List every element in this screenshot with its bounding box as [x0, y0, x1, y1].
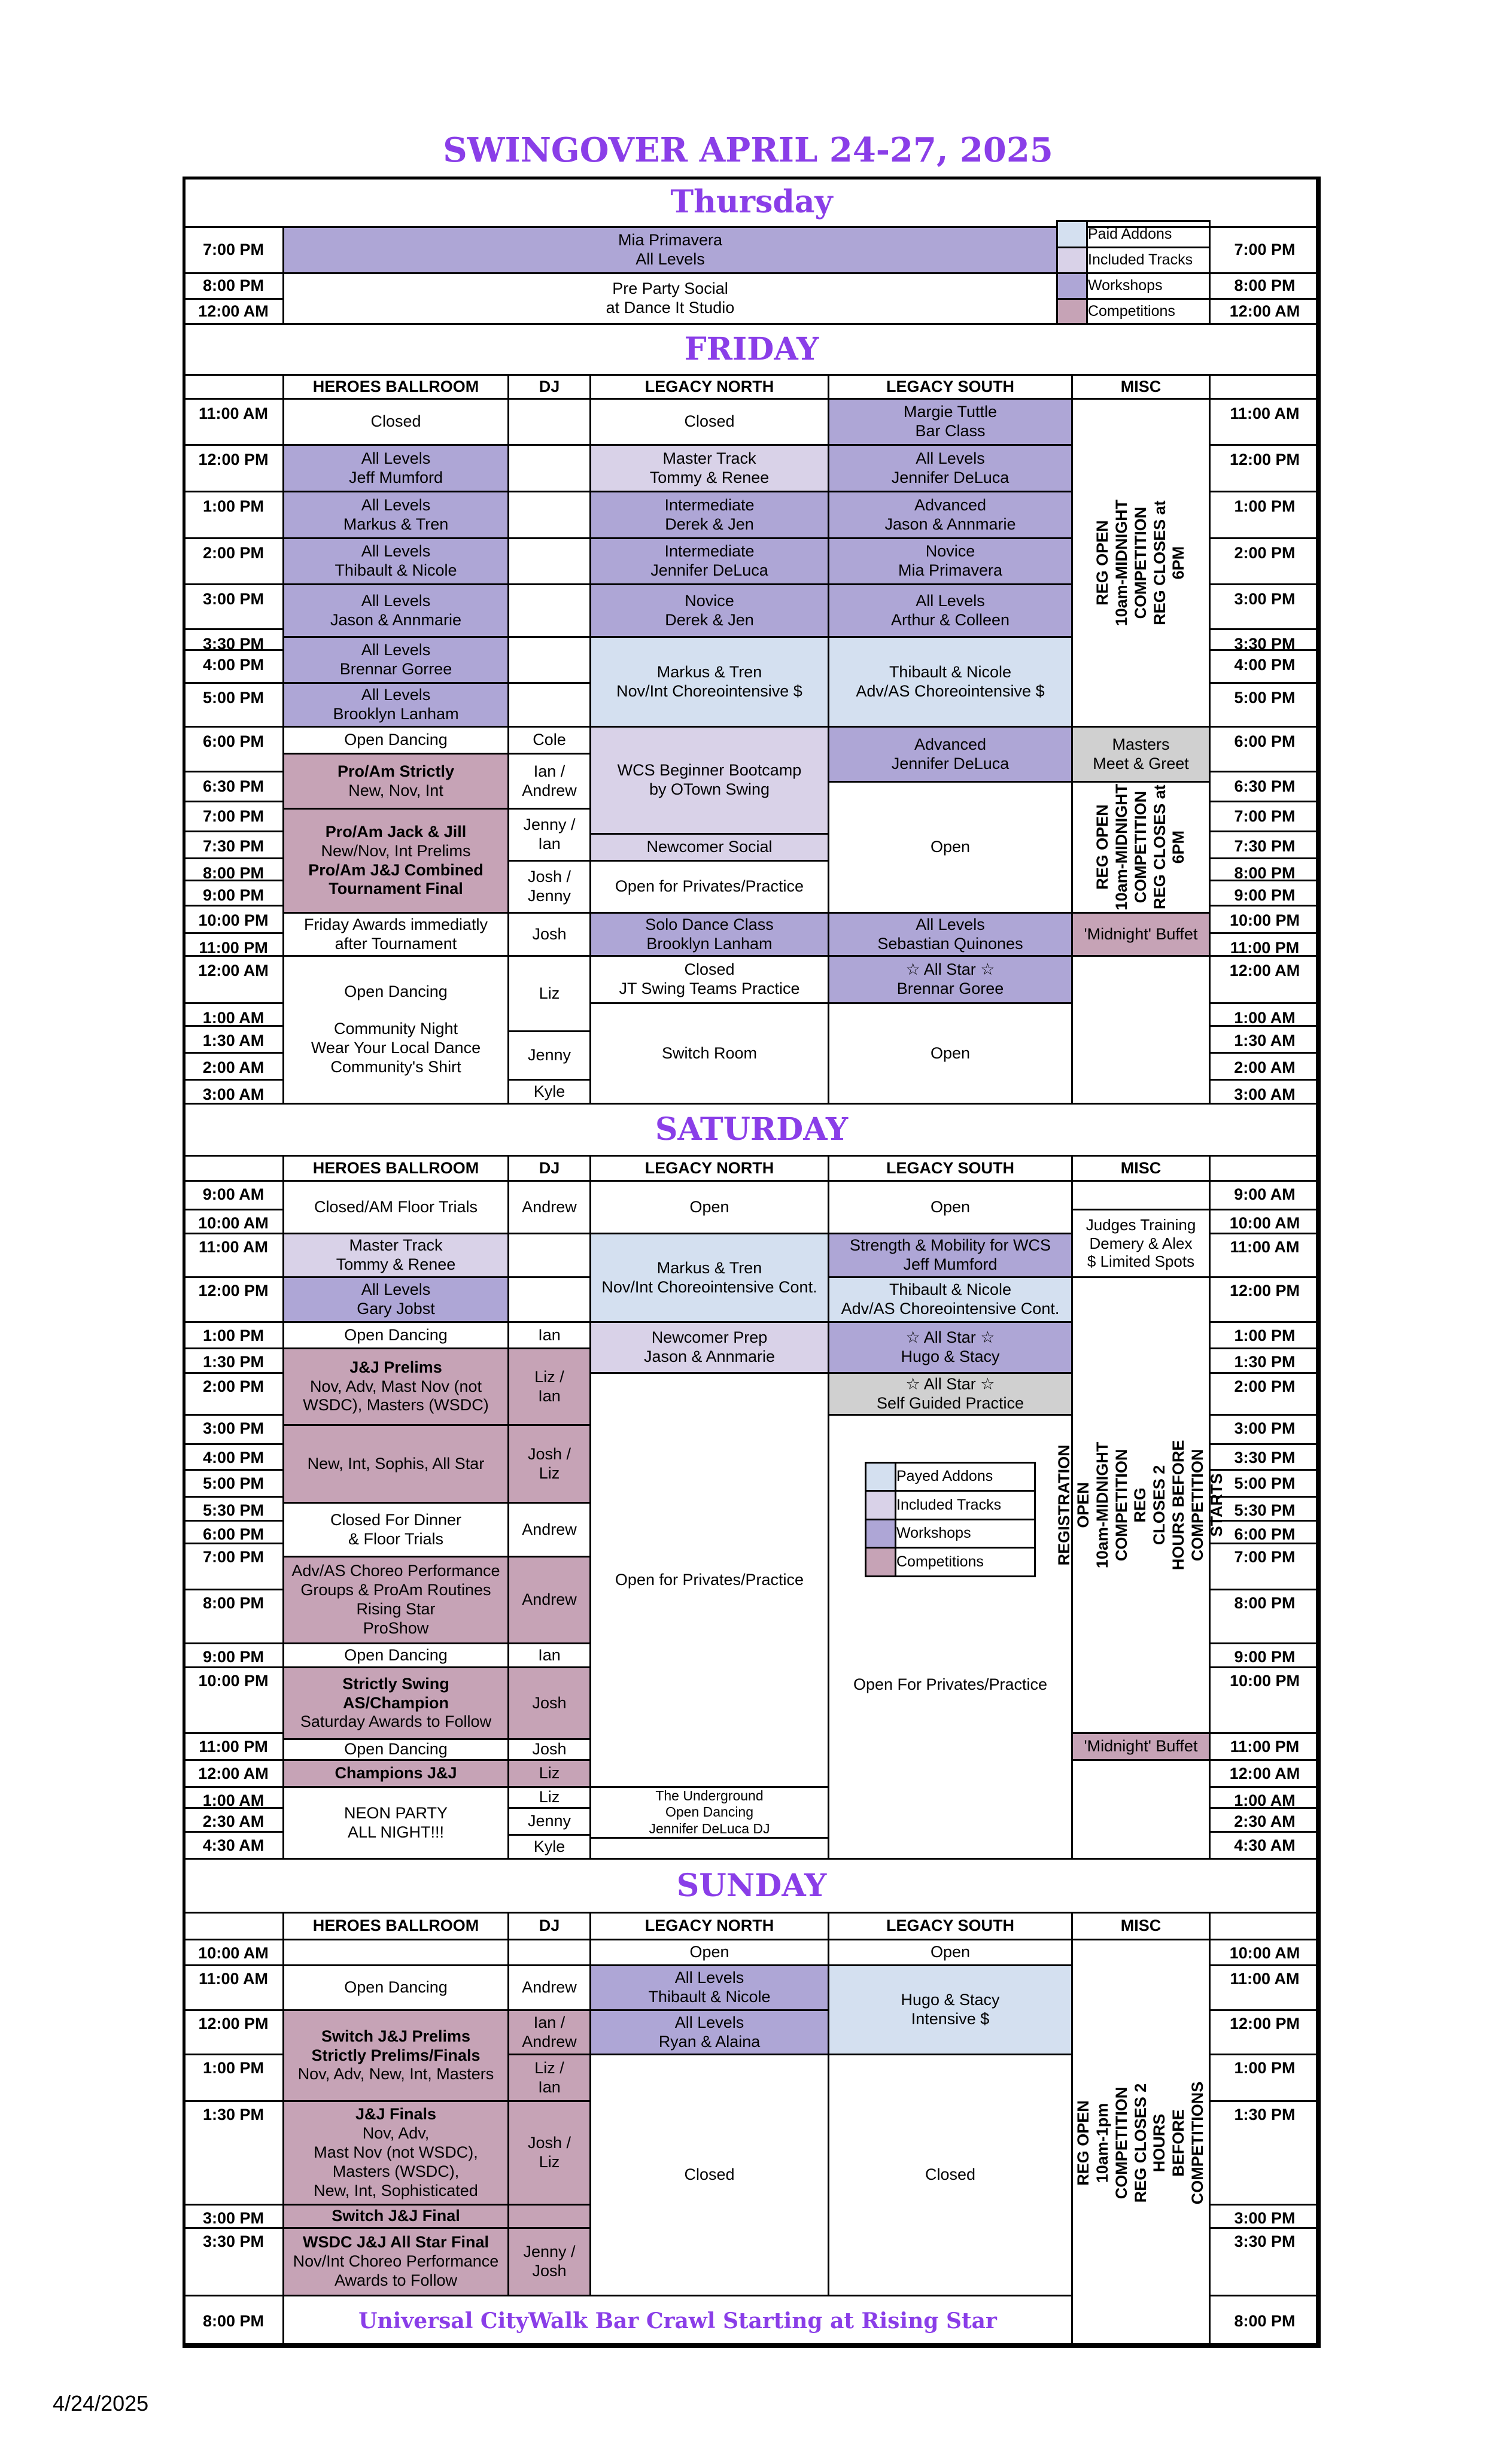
event: All Levels Thibault & Nicole: [589, 1964, 829, 2011]
legend-label: Paid Addons: [1086, 220, 1211, 248]
vertical-note: REG OPEN 10am-MIDNIGHT COMPETITION REG CLOSES at 6PM: [1093, 499, 1188, 626]
legend-swatch: [865, 1547, 896, 1577]
time-label: 1:30 AM: [1209, 1025, 1321, 1054]
event: Margie Tuttle Bar Class: [828, 398, 1073, 446]
time-label: 7:00 PM: [1209, 801, 1321, 832]
time-label: 6:00 PM: [183, 726, 284, 772]
time-label: 1:00 AM: [183, 1786, 284, 1809]
time-label: 11:00 PM: [1209, 932, 1321, 957]
time-label: 5:00 PM: [1209, 682, 1321, 728]
time-label: 7:30 PM: [183, 831, 284, 859]
legend-swatch: [1056, 272, 1088, 300]
event-masters-meet: Masters Meet & Greet: [1071, 726, 1211, 783]
dj-name: Liz: [507, 955, 591, 1032]
time-label: 3:00 PM: [1209, 583, 1321, 630]
dj-name: Jenny: [507, 1030, 591, 1081]
header-blank: [183, 374, 284, 400]
vertical-note: REGISTRATION OPEN 10am-MIDNIGHT COMPETITION REG CLOSES 2 HOURS BEFORE COMPETITION STARTS: [1055, 1440, 1226, 1571]
time-label: 3:30 PM: [1209, 1443, 1321, 1471]
time-label: 8:00 PM: [183, 857, 284, 881]
event: Novice Derek & Jen: [589, 583, 829, 638]
time-label: 6:30 PM: [1209, 771, 1321, 802]
north-empty: [589, 1837, 829, 1860]
time-label: 8:00 PM: [1209, 272, 1321, 300]
time-label: 2:00 PM: [183, 1372, 284, 1416]
legend-swatch: [865, 1490, 896, 1520]
dj-empty: [507, 491, 591, 539]
event: Intermediate Derek & Jen: [589, 491, 829, 539]
event: Open: [828, 1939, 1073, 1966]
event-pre-party: Pre Party Social at Dance It Studio: [282, 272, 1058, 325]
event: Closed JT Swing Teams Practice: [589, 955, 829, 1004]
event-title: WSDC J&J All Star Final: [302, 2233, 489, 2252]
time-label: 2:30 AM: [1209, 1807, 1321, 1833]
time-label: 3:00 PM: [183, 583, 284, 630]
event: Open Dancing: [282, 1321, 509, 1349]
time-label: 5:00 PM: [183, 1469, 284, 1498]
event: Solo Dance Class Brooklyn Lanham: [589, 912, 829, 957]
time-label: 11:00 AM: [183, 1964, 284, 2011]
event-jj-prelims: [282, 1347, 509, 1426]
header-heroes-ballroom: HEROES BALLROOM: [282, 1155, 509, 1182]
reg-note: [1071, 1939, 1211, 2348]
event: All Levels Jeff Mumford: [282, 444, 509, 492]
time-label: 5:00 PM: [183, 682, 284, 728]
event: Friday Awards immediatly after Tournament: [282, 912, 509, 957]
time-label: 11:00 AM: [183, 1233, 284, 1278]
time-label: 3:30 PM: [1209, 628, 1321, 651]
time-label: 11:00 AM: [1209, 1964, 1321, 2011]
event-detail: Community Night Wear Your Local Dance Community's Shirt: [311, 1020, 481, 1076]
time-label: 1:00 PM: [183, 2054, 284, 2102]
time-label: 3:30 PM: [1209, 2227, 1321, 2296]
legend-swatch: [865, 1462, 896, 1492]
time-label: 12:00 PM: [183, 2009, 284, 2055]
dj-empty: [507, 682, 591, 728]
event: Open: [589, 1939, 829, 1966]
time-label: 11:00 AM: [1209, 1233, 1321, 1278]
event-judges-training: Judges Training Demery & Alex $ Limited Spots: [1071, 1209, 1211, 1278]
event: Newcomer Prep Jason & Annmarie: [589, 1321, 829, 1374]
page-title: SWINGOVER APRIL 24-27, 2025: [443, 130, 1053, 170]
header-misc: MISC: [1071, 1155, 1211, 1182]
time-label: 3:00 AM: [183, 1079, 284, 1105]
header-blank: [1209, 1155, 1321, 1182]
event: All Levels Thibault & Nicole: [282, 537, 509, 585]
event: Open Dancing: [282, 726, 509, 755]
header-blank: [183, 1912, 284, 1940]
time-label: 12:00 AM: [1209, 955, 1321, 1004]
time-label: 9:00 PM: [1209, 880, 1321, 906]
event: Advanced Jason & Annmarie: [828, 491, 1073, 539]
event: Closed/AM Floor Trials: [282, 1180, 509, 1234]
time-label: 4:30 AM: [1209, 1831, 1321, 1860]
event: Closed: [282, 398, 509, 446]
time-label: 12:00 PM: [183, 444, 284, 492]
time-label: 3:00 PM: [183, 2204, 284, 2229]
event-underground: The Underground Open Dancing Jennifer DeLuca DJ: [589, 1786, 829, 1839]
time-label: 2:00 AM: [183, 1052, 284, 1081]
dj-name: Ian: [507, 1642, 591, 1668]
dj-name: Josh: [507, 1738, 591, 1761]
time-label: 5:30 PM: [183, 1496, 284, 1522]
time-label: 12:00 PM: [1209, 444, 1321, 492]
header-legacy-south: LEGACY SOUTH: [828, 1155, 1073, 1182]
day-heading-friday: FRIDAY: [183, 323, 1321, 376]
event-title: Strictly Prelims/Finals: [311, 2046, 481, 2064]
event-midnight-buffet: 'Midnight' Buffet: [1071, 1732, 1211, 1761]
event: Master Track Tommy & Renee: [282, 1233, 509, 1278]
time-label: 1:30 PM: [183, 1347, 284, 1374]
time-label: 8:00 PM: [1209, 2295, 1321, 2348]
time-label: 2:00 AM: [1209, 1052, 1321, 1081]
time-label: 10:00 PM: [183, 905, 284, 934]
event: Closed For Dinner & Floor Trials: [282, 1502, 509, 1558]
event-detail: New, Nov, Int: [348, 781, 443, 799]
time-label: 2:00 PM: [1209, 1372, 1321, 1416]
dj-name: Josh / Liz: [507, 2100, 591, 2206]
event: All Levels Arthur & Colleen: [828, 583, 1073, 638]
legend-label: Competitions: [895, 1547, 1036, 1577]
dj-empty: [507, 537, 591, 585]
time-label: 4:00 PM: [183, 649, 284, 684]
event-community-night: [282, 955, 509, 1105]
time-label: 1:30 PM: [1209, 2100, 1321, 2206]
time-label: 9:00 PM: [1209, 1642, 1321, 1668]
time-label: 7:00 PM: [1209, 226, 1321, 274]
event-switch-prelims: [282, 2009, 509, 2102]
time-label: 9:00 AM: [1209, 1180, 1321, 1210]
event: Closed: [589, 2054, 829, 2296]
time-label: 6:00 PM: [1209, 726, 1321, 772]
day-heading-sunday: SUNDAY: [183, 1858, 1321, 1914]
day-heading-thursday: Thursday: [183, 177, 1321, 228]
legend-label: Included Tracks: [1086, 247, 1211, 274]
event-detail: Nov/Int Choreo Performance Awards to Follow: [293, 2252, 499, 2289]
header-legacy-south: LEGACY SOUTH: [828, 374, 1073, 400]
event-proam-strictly: [282, 753, 509, 810]
dj-name: Liz: [507, 1786, 591, 1809]
time-label: 10:00 AM: [1209, 1209, 1321, 1234]
time-label: 10:00 AM: [183, 1939, 284, 1966]
event: Open: [589, 1180, 829, 1234]
event: Open: [828, 1180, 1073, 1234]
vertical-note: REG OPEN 10am-1pm COMPETITION REG CLOSES 2 HOURS BEFORE COMPETITIONS: [1074, 2082, 1207, 2205]
dj-name: Ian / Andrew: [507, 753, 591, 810]
event: Thibault & Nicole Adv/AS Choreointensive $: [828, 636, 1073, 728]
event: Newcomer Social: [589, 833, 829, 862]
dj-empty: [507, 444, 591, 492]
time-label: 1:00 PM: [1209, 2054, 1321, 2102]
dj-name: Liz / Ian: [507, 2054, 591, 2102]
time-label: 9:00 AM: [183, 1180, 284, 1210]
event-detail: Saturday Awards to Follow: [300, 1712, 492, 1731]
dj-name: Ian / Andrew: [507, 2009, 591, 2055]
time-label: 3:00 PM: [183, 1414, 284, 1445]
time-label: 8:00 PM: [183, 2295, 284, 2348]
event: Open for Privates/Practice: [589, 1372, 829, 1788]
time-label: 7:00 PM: [183, 801, 284, 832]
event: Closed: [828, 2054, 1073, 2296]
event-title: J&J Finals: [355, 2105, 437, 2124]
event: Intermediate Jennifer DeLuca: [589, 537, 829, 585]
dj-name: Kyle: [507, 1834, 591, 1860]
time-label: 4:00 PM: [1209, 649, 1321, 684]
event-jj-finals: [282, 2100, 509, 2206]
event-citywalk-bar-crawl: Universal CityWalk Bar Crawl Starting at Rising Star: [282, 2295, 1073, 2348]
time-label: 1:30 AM: [183, 1025, 284, 1054]
event: ☆ All Star ☆ Brennar Goree: [828, 955, 1073, 1004]
time-label: 10:00 PM: [1209, 1666, 1321, 1734]
event-strictly-swing: [282, 1666, 509, 1740]
time-label: 12:00 PM: [1209, 1276, 1321, 1323]
dj-name: Liz / Ian: [507, 1347, 591, 1426]
header-heroes-ballroom: HEROES BALLROOM: [282, 374, 509, 400]
header-legacy-north: LEGACY NORTH: [589, 1155, 829, 1182]
dj-name: Kyle: [507, 1079, 591, 1105]
time-label: 1:00 AM: [1209, 1002, 1321, 1027]
time-label: 5:30 PM: [1209, 1496, 1321, 1522]
event: Open For Privates/Practice: [828, 1414, 1073, 1860]
event: ☆ All Star ☆ Hugo & Stacy: [828, 1321, 1073, 1374]
legend-swatch: [1056, 298, 1088, 325]
time-label: 11:00 PM: [1209, 1732, 1321, 1761]
time-label: 1:00 PM: [183, 491, 284, 539]
time-label: 1:00 PM: [1209, 1321, 1321, 1349]
time-label: 1:00 PM: [1209, 491, 1321, 539]
header-legacy-south: LEGACY SOUTH: [828, 1912, 1073, 1940]
time-label: 12:00 AM: [1209, 1759, 1321, 1788]
time-label: 12:00 AM: [183, 955, 284, 1004]
event-switch-final: Switch J&J Final: [282, 2204, 509, 2229]
time-label: 1:00 AM: [183, 1002, 284, 1027]
header-misc: MISC: [1071, 1912, 1211, 1940]
event: Open Dancing: [282, 1964, 509, 2011]
time-label: 7:00 PM: [183, 226, 284, 274]
time-label: 11:00 AM: [1209, 398, 1321, 446]
time-label: 6:30 PM: [183, 771, 284, 802]
dj-name: Josh / Jenny: [507, 860, 591, 914]
event: New, Int, Sophis, All Star: [282, 1424, 509, 1504]
event-title: Open Dancing: [344, 982, 448, 1001]
event: All Levels Jennifer DeLuca: [828, 444, 1073, 492]
time-label: 8:00 PM: [183, 1589, 284, 1644]
time-label: 1:00 PM: [183, 1321, 284, 1349]
footer-date: 4/24/2025: [53, 2391, 149, 2416]
dj-name: Josh: [507, 1666, 591, 1740]
event: Thibault & Nicole Adv/AS Choreointensive Cont.: [828, 1276, 1073, 1323]
event: ☆ All Star ☆ Self Guided Practice: [828, 1372, 1073, 1416]
time-label: 1:30 PM: [183, 2100, 284, 2206]
event: Markus & Tren Nov/Int Choreointensive Cont.: [589, 1233, 829, 1323]
dj-empty: [507, 1939, 591, 1966]
dj-empty: [507, 1276, 591, 1323]
event-mia-primavera: Mia Primavera All Levels: [282, 226, 1058, 274]
dj-name: Andrew: [507, 1556, 591, 1644]
reg-note: [1071, 781, 1211, 914]
time-label: 4:30 AM: [183, 1831, 284, 1860]
reg-note: [1055, 1276, 1226, 1734]
time-label: 11:00 PM: [183, 1732, 284, 1761]
event-title: Pro/Am Strictly: [337, 762, 455, 780]
event: WCS Beginner Bootcamp by OTown Swing: [589, 726, 829, 835]
event: Master Track Tommy & Renee: [589, 444, 829, 492]
time-label: 7:00 PM: [1209, 1543, 1321, 1590]
time-label: 8:00 PM: [1209, 1589, 1321, 1644]
event-detail: Nov, Adv, New, Int, Masters: [297, 2065, 494, 2083]
event: All Levels Sebastian Quinones: [828, 912, 1073, 957]
event: Adv/AS Choreo Performance Groups & ProAm Routines Rising Star ProShow: [282, 1556, 509, 1644]
time-label: 10:00 PM: [1209, 905, 1321, 934]
event-detail: Nov, Adv, Mast Nov (not WSDC), Masters (WSDC): [303, 1377, 489, 1414]
time-label: 12:00 AM: [183, 1759, 284, 1788]
header-dj: DJ: [507, 1155, 591, 1182]
time-label: 1:30 PM: [1209, 1347, 1321, 1374]
event: All Levels Gary Jobst: [282, 1276, 509, 1323]
event-neon-party: NEON PARTY ALL NIGHT!!!: [282, 1786, 509, 1860]
header-blank: [1209, 1912, 1321, 1940]
header-blank: [183, 1155, 284, 1182]
time-label: 7:00 PM: [183, 1543, 284, 1590]
event-title: Pro/Am J&J Combined Tournament Final: [308, 860, 484, 898]
event-proam-jack-jill: [282, 808, 509, 914]
header-legacy-north: LEGACY NORTH: [589, 1912, 829, 1940]
dj-name: Andrew: [507, 1502, 591, 1558]
header-misc: MISC: [1071, 374, 1211, 400]
time-label: 10:00 PM: [183, 1666, 284, 1734]
event-detail: New/Nov, Int Prelims: [321, 841, 471, 860]
event-title: J&J Prelims: [349, 1358, 442, 1376]
event: Open: [828, 1002, 1073, 1105]
event: Hugo & Stacy Intensive $: [828, 1964, 1073, 2055]
header-blank: [1209, 374, 1321, 400]
time-label: 3:00 AM: [1209, 1079, 1321, 1105]
time-label: 4:00 PM: [183, 1443, 284, 1471]
dj-empty: [507, 583, 591, 638]
event: Open for Privates/Practice: [589, 860, 829, 914]
legend-label: Competitions: [1086, 298, 1211, 325]
dj-empty: [507, 2204, 591, 2229]
dj-name: Cole: [507, 726, 591, 755]
event: All Levels Markus & Tren: [282, 491, 509, 539]
time-label: 8:00 PM: [183, 272, 284, 300]
dj-name: Andrew: [507, 1964, 591, 2011]
legend-swatch: [865, 1519, 896, 1549]
event: Open Dancing: [282, 1642, 509, 1668]
legend-swatch: [1056, 247, 1088, 274]
vertical-note: REG OPEN 10am-MIDNIGHT COMPETITION REG CLOSES at 6PM: [1093, 784, 1188, 911]
event: Closed: [589, 398, 829, 446]
event: Advanced Jennifer DeLuca: [828, 726, 1073, 783]
event-title: Pro/Am Jack & Jill: [325, 822, 467, 841]
time-label: 8:00 PM: [1209, 857, 1321, 881]
day-heading-saturday: SATURDAY: [183, 1103, 1321, 1157]
event: Open Dancing: [282, 1738, 509, 1761]
legend-label: Payed Addons: [895, 1462, 1036, 1492]
misc-empty: [1071, 1759, 1211, 1860]
dj-empty: [507, 1233, 591, 1278]
time-label: 2:00 PM: [183, 537, 284, 585]
time-label: 10:00 AM: [183, 1209, 284, 1234]
time-label: 12:00 AM: [1209, 298, 1321, 325]
event: All Levels Brennar Gorree: [282, 636, 509, 684]
time-label: 6:00 PM: [1209, 1520, 1321, 1544]
time-label: 7:30 PM: [1209, 831, 1321, 859]
time-label: 12:00 PM: [183, 1276, 284, 1323]
event-champions-jj: Champions J&J: [282, 1759, 509, 1788]
dj-name: Jenny / Ian: [507, 808, 591, 862]
reg-note: [1071, 398, 1211, 728]
time-label: 11:00 AM: [183, 398, 284, 446]
dj-name: Ian: [507, 1321, 591, 1349]
event: Switch Room: [589, 1002, 829, 1105]
legend-swatch: [1056, 220, 1088, 248]
event: Novice Mia Primavera: [828, 537, 1073, 585]
time-label: 3:00 PM: [1209, 2204, 1321, 2229]
dj-name: Liz: [507, 1759, 591, 1788]
time-label: 3:30 PM: [183, 2227, 284, 2296]
header-dj: DJ: [507, 1912, 591, 1940]
dj-name: Josh / Liz: [507, 1424, 591, 1504]
time-label: 2:00 PM: [1209, 537, 1321, 585]
dj-name: Jenny: [507, 1807, 591, 1836]
misc-empty: [1071, 955, 1211, 1105]
event-title: Switch J&J Prelims: [321, 2027, 471, 2045]
dj-name: Jenny / Josh: [507, 2227, 591, 2296]
time-label: 9:00 PM: [183, 1642, 284, 1668]
time-label: 2:30 AM: [183, 1807, 284, 1833]
event-title: Strictly Swing AS/Champion: [342, 1674, 449, 1712]
event-midnight-buffet: 'Midnight' Buffet: [1071, 912, 1211, 957]
time-label: 5:00 PM: [1209, 1469, 1321, 1498]
dj-name: Andrew: [507, 1180, 591, 1234]
time-label: 1:00 AM: [1209, 1786, 1321, 1809]
time-label: 3:00 PM: [1209, 1414, 1321, 1445]
event: All Levels Brooklyn Lanham: [282, 682, 509, 728]
dj-empty: [507, 398, 591, 446]
dj-empty: [507, 636, 591, 684]
heroes-empty: [282, 1939, 509, 1966]
time-label: 11:00 PM: [183, 932, 284, 957]
event-wsdc-final: [282, 2227, 509, 2296]
time-label: 3:30 PM: [183, 628, 284, 651]
header-legacy-north: LEGACY NORTH: [589, 374, 829, 400]
event: All Levels Jason & Annmarie: [282, 583, 509, 638]
event: Open: [828, 781, 1073, 914]
time-label: 12:00 AM: [183, 298, 284, 325]
header-dj: DJ: [507, 374, 591, 400]
dj-name: Josh: [507, 912, 591, 957]
event-detail: Nov, Adv, Mast Nov (not WSDC), Masters (WSDC), New, Int, Sophisticated: [314, 2124, 478, 2200]
legend-label: Workshops: [1086, 272, 1211, 300]
event: All Levels Ryan & Alaina: [589, 2009, 829, 2055]
header-heroes-ballroom: HEROES BALLROOM: [282, 1912, 509, 1940]
time-label: 10:00 AM: [1209, 1939, 1321, 1966]
time-label: 12:00 PM: [1209, 2009, 1321, 2055]
time-label: 9:00 PM: [183, 880, 284, 906]
event: Markus & Tren Nov/Int Choreointensive $: [589, 636, 829, 728]
legend-label: Included Tracks: [895, 1490, 1036, 1520]
event: Strength & Mobility for WCS Jeff Mumford: [828, 1233, 1073, 1278]
time-label: 6:00 PM: [183, 1520, 284, 1544]
legend-label: Workshops: [895, 1519, 1036, 1549]
